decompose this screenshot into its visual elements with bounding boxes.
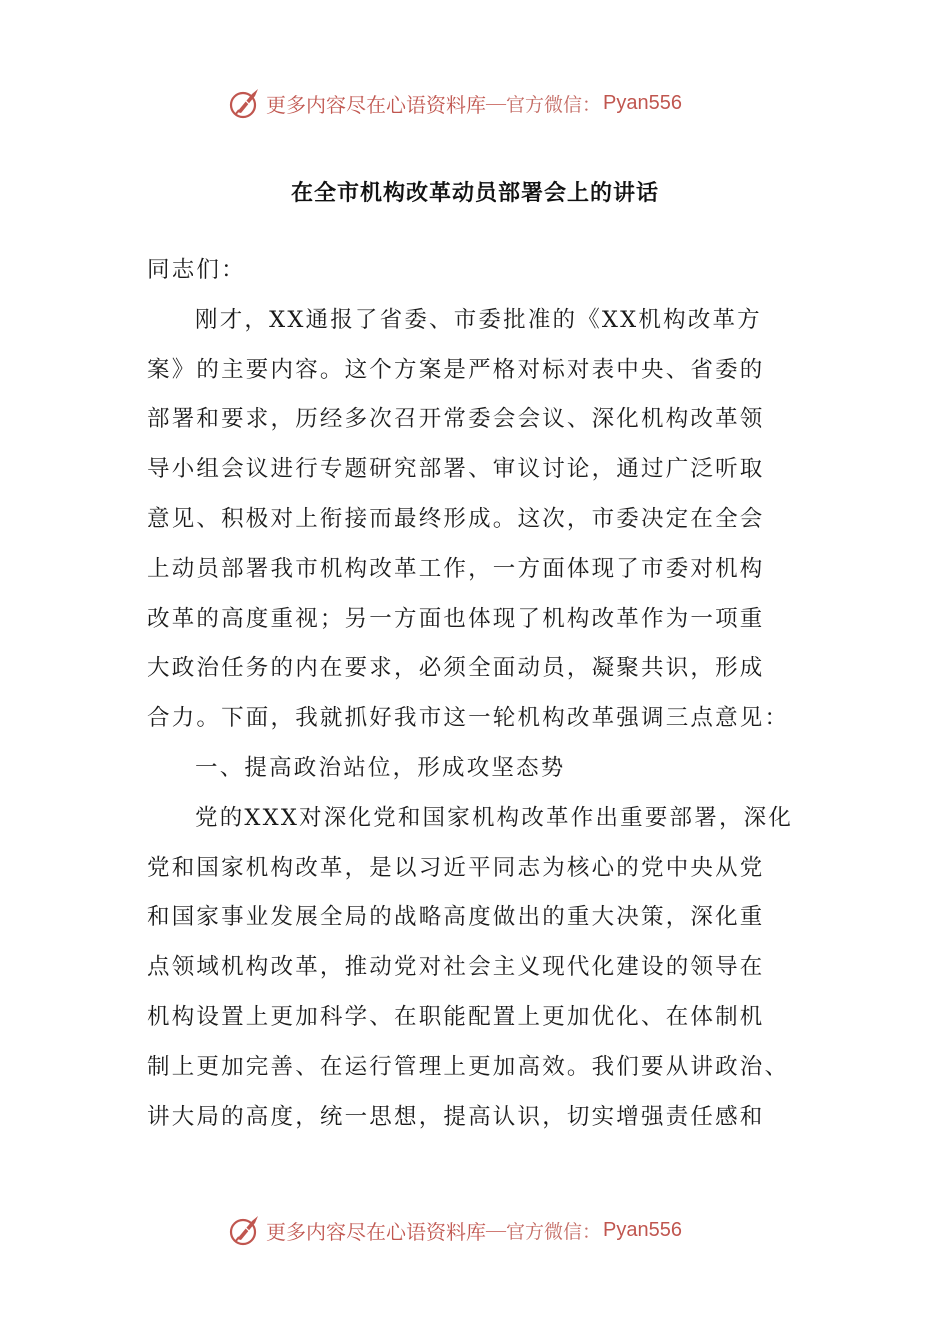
banner-wechat-label: 官方微信： <box>506 1220 602 1243</box>
banner-wechat-id: Pyan556 <box>603 91 682 114</box>
banner-text: 更多内容尽在心语资料库 <box>266 92 486 117</box>
document-title: 在全市机构改革动员部署会上的讲话 <box>290 181 659 206</box>
banner-separator: — <box>486 1218 506 1241</box>
footer-banner <box>228 1212 682 1248</box>
text-line: 一、提高政治站位，形成攻坚态势 <box>195 754 566 781</box>
text-line: 导小组会议进行专题研究部署、审议讨论，通过广泛听取 <box>147 456 765 483</box>
text-line: 上动员部署我市机构改革工作，一方面体现了市委对机构 <box>147 555 765 582</box>
text-line: 案》的主要内容。这个方案是严格对标对表中央、省委的 <box>147 356 765 383</box>
banner-separator: — <box>486 91 506 114</box>
text-line: 合力。下面，我就抓好我市这一轮机构改革强调三点意见： <box>147 705 790 732</box>
quill-logo-icon <box>228 86 262 120</box>
text-line: 改革的高度重视；另一方面也体现了机构改革作为一项重 <box>147 605 765 632</box>
text-line: 同志们： <box>147 257 246 283</box>
text-line: 部署和要求，历经多次召开常委会会议、深化机构改革领 <box>147 406 765 433</box>
header-banner <box>228 85 682 121</box>
text-line: 党和国家机构改革，是以习近平同志为核心的党中央从党 <box>147 854 765 881</box>
text-line: 机构设置上更加科学、在职能配置上更加优化、在体制机 <box>147 1003 765 1030</box>
text-line: 大政治任务的内在要求，必须全面动员，凝聚共识，形成 <box>147 655 765 682</box>
banner-text: 更多内容尽在心语资料库 <box>266 1219 486 1244</box>
text-line: 意见、积极对上衔接而最终形成。这次，市委决定在全会 <box>147 505 765 532</box>
text-line: 讲大局的高度，统一思想，提高认识，切实增强责任感和 <box>147 1103 765 1130</box>
document-body <box>147 246 809 1142</box>
text-line: 和国家事业发展全局的战略高度做出的重大决策，深化重 <box>147 904 765 931</box>
text-line: 刚才，XX通报了省委、市委批准的《XX机构改革方 <box>195 306 762 333</box>
banner-wechat-label: 官方微信： <box>506 93 602 116</box>
text-line: 党的XXX对深化党和国家机构改革作出重要部署，深化 <box>195 804 794 831</box>
text-line: 制上更加完善、在运行管理上更加高效。我们要从讲政治、 <box>147 1053 790 1080</box>
text-line: 点领域机构改革，推动党对社会主义现代化建设的领导在 <box>147 954 765 981</box>
quill-logo-icon <box>228 1213 262 1247</box>
banner-wechat-id: Pyan556 <box>603 1218 682 1241</box>
